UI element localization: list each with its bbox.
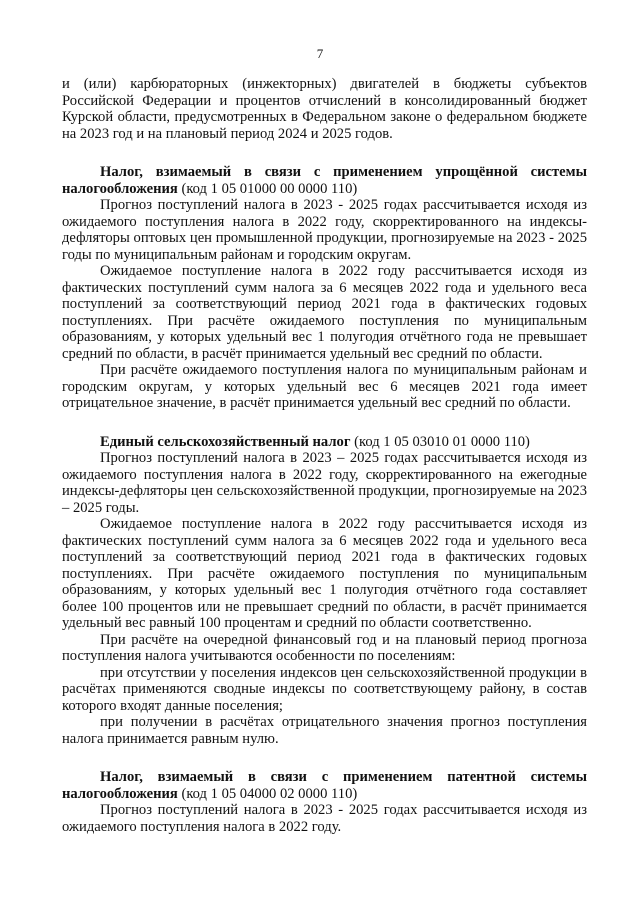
paragraph: при получении в расчётах отрицательного значения прогноз поступления налога принимается равным нулю. (62, 714, 587, 747)
section-patent-code: (код 1 05 04000 02 0000 110) (177, 785, 358, 802)
paragraph: при отсутствии у поселения индексов цен сельскохозяйственной продукции в расчётах применяются сводные индексы по соответствующему району, в состав которого входят данные поселения; (62, 664, 587, 714)
paragraph: Ожидаемое поступление налога в 2022 году рассчитывается исходя из фактических поступлений сумм налога за 6 месяцев 2022 года и удельного веса поступлений за соответствующий период 2021 года в фактических годовых поступлениях. При расчёте ожидаемого поступления по муниципальным образованиям, у которых удельный вес 1 полугодия отчётного года составляет более 100 процентов или не превышает средний по области, в расчёт принимается удельный вес равный 100 процентам и средний по области соответственно. (62, 516, 587, 631)
paragraph: При расчёте на очередной финансовый год и на плановый период прогноза поступления налога учитываются особенности по поселениям: (62, 631, 587, 664)
paragraph: Прогноз поступлений налога в 2023 – 2025 годах рассчитывается исходя из ожидаемого поступления налога в 2022 году, скорректированного на ежегодные индексы-дефляторы цен сельскохозяйственной продукции, прогнозируемые на 2023 – 2025 годы. (62, 450, 587, 516)
section-patent-heading (62, 769, 587, 802)
paragraph: Прогноз поступлений налога в 2023 - 2025 годах рассчитывается исходя из ожидаемого поступления налога в 2022 году, скорректированного на индексы-дефляторы оптовых цен промышленной продукции, прогнозируемые на 2023 - 2025 годы по муниципальным районам и городским округам. (62, 197, 587, 263)
section-usn-title: Налог, взимаемый в связи с применением упрощённой системы налогообложения (62, 164, 587, 197)
paragraph: Ожидаемое поступление налога в 2022 году рассчитывается исходя из фактических поступлений сумм налога за 6 месяцев 2022 года и удельного веса поступлений за соответствующий период 2021 года в фактических годовых поступлениях. При расчёте ожидаемого поступления по муниципальным образованиям, у которых удельный вес 1 полугодия отчётного года не превышает средний по области, в расчёт принимается удельный вес средний по области. (62, 263, 587, 362)
paragraph: При расчёте ожидаемого поступления налога по муниципальным районам и городским округам, у которых удельный вес 6 месяцев 2021 года имеет отрицательное значение, в расчёт принимается удельный вес средний по области. (62, 362, 587, 411)
section-usn-code: (код 1 05 01000 00 0000 110) (177, 180, 358, 197)
document-body (62, 76, 587, 835)
intro-paragraph: и (или) карбюраторных (инжекторных) двигателей в бюджеты субъектов Российской Федерации и процентов отчислений в консолидированный бюджет Курской области, предусмотренных в Федеральном законе о федеральном бюджете на 2023 год и на плановый период 2024 и 2025 годов. (62, 76, 587, 142)
section-usn-heading (62, 164, 587, 197)
page-number: 7 (316, 46, 324, 61)
paragraph: Прогноз поступлений налога в 2023 - 2025 годах рассчитывается исходя из ожидаемого поступления налога в 2022 году. (62, 802, 587, 835)
section-eshn-heading (62, 434, 587, 451)
section-eshn-title: Единый сельскохозяйственный налог (100, 433, 351, 450)
section-eshn-code: (код 1 05 03010 01 0000 110) (350, 433, 530, 450)
section-patent-title: Налог, взимаемый в связи с применением патентной системы налогообложения (62, 769, 587, 802)
